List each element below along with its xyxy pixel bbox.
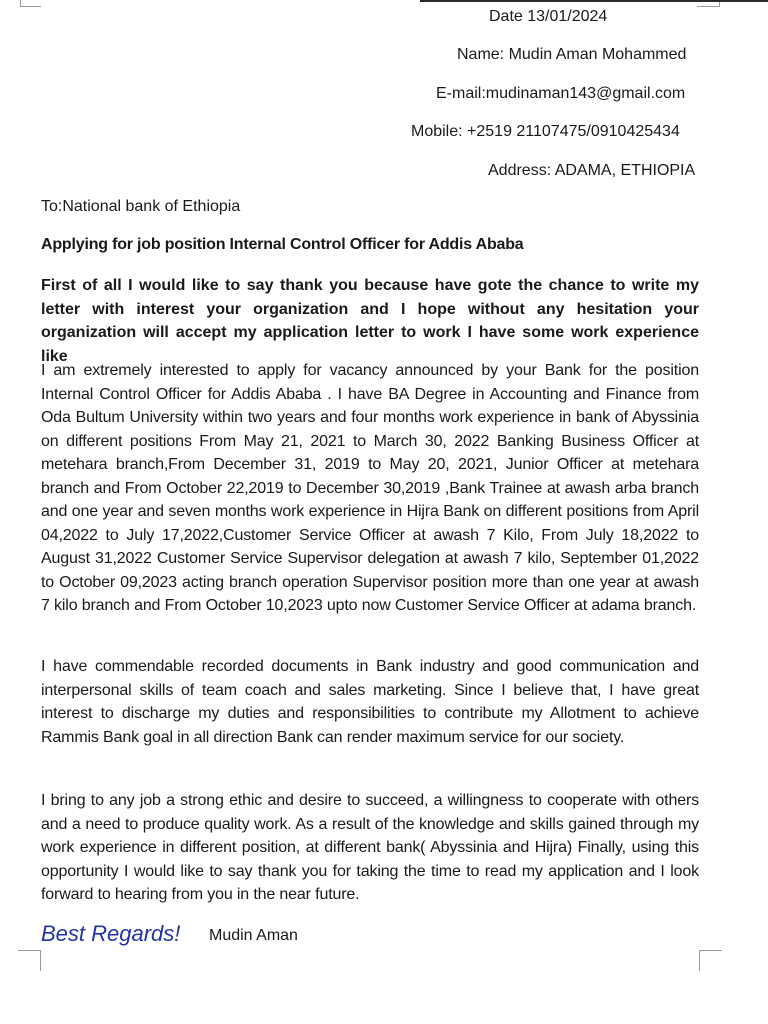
signature-name: Mudin Aman [209, 927, 298, 944]
intro-paragraph: First of all I would like to say thank you because have gote the chance to write my letter with interest your organization and I hope without any hesitation your organization will accept my application letter to work I have some work experience like [41, 277, 699, 365]
sender-email-line: E-mail:mudinaman143@gmail.com [436, 85, 686, 102]
experience-paragraph: I am extremely interested to apply for vacancy announced by your Bank for the position Internal Control Officer for Addis Ababa . I have BA Degree in Accounting and Finance from Oda Bultum University within two years and four months work experience in bank of Abyssinia on different positions From May 21, 2021 to March 30, 2022 Banking Business Officer at metehara branch,From December 31, 2019 to May 20, 2021, Junior Officer at metehara branch and From October 22,2019 to December 30,2019 ,Bank Trainee at awash arba branch and one year and seven months work experience in Hijra Bank on different positions from April 04,2022 to July 17,2022,Customer Service Officer at awash 7 Kilo, From July 18,2022 to August 31,2022 Customer Service Supervisor delegation at awash 7 kilo, September 01,2022 to October 09,2023 acting branch operation Supervisor position more than one year at awash 7 kilo branch and From October 10,2023 upto now Customer Service Officer at adama branch. [41, 362, 699, 614]
closing-paragraph: I bring to any job a strong ethic and desire to succeed, a willingness to cooperate with others and a need to produce quality work. As a result of the knowledge and skills gained through my work experience in different position, at different bank( Abyssinia and Hijra) Finally, using this opportunity I would like to say thank you for taking the time to read my application and I look forward to hearing from you in the near future. [41, 792, 699, 903]
sender-name-line: Name: Mudin Aman Mohammed [457, 46, 687, 63]
crop-mark-top-left [20, 0, 41, 7]
skills-paragraph: I have commendable recorded documents in Bank industry and good communication and interpersonal skills of team coach and sales marketing. Since I believe that, I have great interest to discharge my duties and responsibilities to contribute my Allotment to achieve Rammis Bank goal in all direction Bank can render maximum service for our society. [41, 658, 699, 746]
date-line: Date 13/01/2024 [489, 8, 608, 25]
recipient-line: To:National bank of Ethiopia [41, 198, 241, 215]
best-regards: Best Regards! [41, 921, 181, 946]
crop-mark-bottom-right [699, 950, 722, 971]
top-border-rule [420, 0, 768, 2]
sender-address-line: Address: ADAMA, ETHIOPIA [488, 162, 696, 179]
letter-subject: Applying for job position Internal Control Officer for Addis Ababa [41, 236, 524, 253]
sender-mobile-line: Mobile: +2519 21107475/0910425434 [411, 123, 680, 140]
crop-mark-bottom-left [18, 950, 41, 971]
